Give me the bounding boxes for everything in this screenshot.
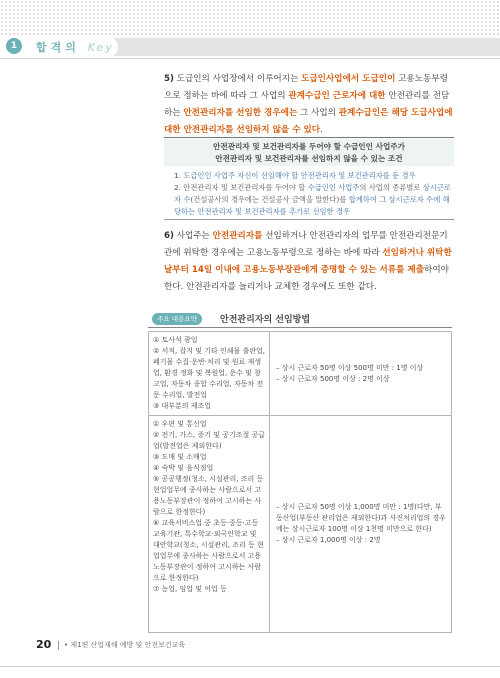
criteria-cell [270, 332, 452, 416]
item-6-highlight: 안전관리자를 [212, 231, 263, 241]
page-number: 20 [36, 638, 52, 651]
condition-item-text: 상시근로자 수에 해당하는 안전관리자 및 보건관리자를 추가로 선임한 경우 [174, 195, 450, 216]
table-row [149, 332, 452, 416]
condition-item [174, 170, 454, 182]
summary-table [148, 331, 452, 633]
industry-item: ④ 숙박 및 음식점업 [153, 464, 214, 472]
condition-item-text: 도급인인 사업주 자신이 선임해야 할 안전관리자 및 보건관리자를 둔 경우 [183, 171, 416, 180]
industry-cell [149, 332, 270, 416]
item-5-highlight: 도급인사업에서 도급인이 [301, 74, 396, 84]
item-6-text: 하여야 한다. 안전관리자를 늘리거나 교체한 경우에도 또한 같다. [164, 265, 449, 292]
condition-box-top-rule [164, 137, 454, 138]
table-row [149, 416, 452, 633]
condition-item-text: 의 사업의 종류별로 [359, 183, 423, 192]
criteria-item: – 상시 근로자 50명 이상 500명 미만 : 1명 이상 [276, 363, 424, 372]
industry-item: ③ 도매 및 소매업 [153, 453, 207, 461]
footer-separator [58, 641, 59, 650]
condition-list [174, 170, 454, 218]
header-rule [0, 58, 500, 59]
summary-section [136, 313, 454, 635]
header-title-main: 합격의 [36, 41, 80, 54]
item-6-text: 사업주는 [176, 231, 213, 241]
criteria-item: – 상시 근로자 500명 이상 : 2명 이상 [276, 374, 390, 383]
condition-item-text: 수급인인 사업주 [307, 183, 360, 192]
item-5-text: 도급인의 사업장에서 이루어지는 [176, 74, 302, 84]
condition-box-title-line1: 안전관리자 및 보건관리자를 두어야 할 수급인인 사업주가 [213, 142, 405, 151]
criteria-cell [270, 416, 452, 633]
footer-chapter-title: • 제1편 산업재해 예방 및 안전보건교육 [64, 641, 186, 649]
item-6-paragraph [164, 228, 454, 296]
condition-item-number: 2. [174, 183, 184, 192]
industry-item: ③ 대부분의 제조업 [153, 402, 212, 410]
footer-rule [0, 666, 500, 667]
condition-box-bottom-rule [164, 219, 454, 220]
condition-box-title-line2: 안전관리자 및 보건관리자를 선임하지 않을 수 있는 조건 [215, 154, 403, 163]
industry-item: ① 토사석 광업 [153, 336, 198, 344]
industry-item: ⑤ 공공행정(청소, 시설관리, 조리 등 현업업무에 종사하는 사람으로서 고용노동부장관이 정하여 고시하는 사람으로 한정한다) [153, 475, 264, 516]
item-6-number: 6) [164, 231, 174, 241]
criteria-item: – 상시 근로자 1,000명 이상 : 2명 [276, 536, 381, 544]
industry-item: ⑥ 교육서비스업 중 초등·중등·고등 교육기관, 특수학교·외국인학교 및 대안학교(청소, 시설관리, 조리 등 현업업무에 종사하는 사람으로서 고용노동부장관이 정하여 고시하는 사람으로 한정한다) [153, 519, 264, 582]
item-5-number: 5) [164, 74, 174, 84]
summary-tag: 주요 내용요약 [152, 313, 202, 325]
header-badge: 1 [6, 38, 22, 54]
item-6-text: 선임하거나 안전관리자의 업무를 안전관리전문기관에 위탁한 경우에는 고용노동부령으로 정하는 바에 따라 [164, 231, 448, 258]
summary-rule [148, 327, 452, 328]
condition-item-text: (건설공사의 경우에는 건설공사 금액을 말한다)를 [190, 195, 349, 204]
header-title [36, 39, 114, 55]
condition-item-text: 그 [376, 195, 389, 204]
condition-item-text: 상시근로자 수 [174, 183, 451, 204]
condition-item-text: 합계하여 [348, 195, 377, 204]
header-title-key: Key [87, 41, 114, 54]
industry-item: ② 전기, 가스, 증기 및 공기조절 공급업(발전업은 제외한다) [153, 431, 265, 450]
industry-item: ⑦ 농업, 임업 및 어업 등 [153, 585, 227, 593]
condition-box [164, 137, 454, 221]
condition-item-text: 안전관리자 및 보건관리자를 두어야 할 [183, 183, 308, 192]
item-5-highlight: 관계수급인은 해당 도급사업에 대한 안전관리자를 선임하지 않을 수 있다 [164, 108, 453, 135]
item-5-text: 그 사업의 [297, 108, 339, 118]
item-5-highlight: 안전관리자를 선임한 경우에는 [183, 108, 298, 118]
condition-item-number: 1. [174, 171, 184, 180]
industry-cell [149, 416, 270, 633]
condition-item [174, 182, 454, 218]
industry-item: ① 우편 및 통신업 [153, 420, 207, 428]
industry-item: ② 서적, 잡지 및 기타 인쇄물 출판업, 폐기물 수집·운반·처리 및 원료 재생업, 환경 정화 및 복원업, 운수 및 창고업, 자동차 종합 수리업, 자동차 전문 수리업, 발전업 [153, 347, 265, 399]
item-6-highlight: 선임하거나 위탁한 날부터 14일 이내에 고용노동부장관에게 증명할 수 있는 서류를 제출 [164, 248, 452, 275]
item-5-text: 고용노동부령으로 정하는 바에 따라 그 사업의 [164, 74, 448, 101]
summary-title: 안전관리자의 선임방법 [220, 315, 311, 325]
item-5-text: . [320, 125, 323, 135]
criteria-item: – 상시 근로자 50명 이상 1,000명 미만 : 1명(다만, 부동산업(부동산 관리업은 제외한다)과 사진처리업의 경우에는 상시근로자 100명 이상 1천명 미만으로 한다) [276, 503, 446, 533]
header-dot-pattern [0, 0, 500, 36]
item-5-highlight: 관계수급인 근로자에 대한 [288, 91, 386, 101]
item-5-text: 안전관리를 전담하는 [164, 91, 450, 118]
item-5-paragraph [164, 71, 454, 139]
